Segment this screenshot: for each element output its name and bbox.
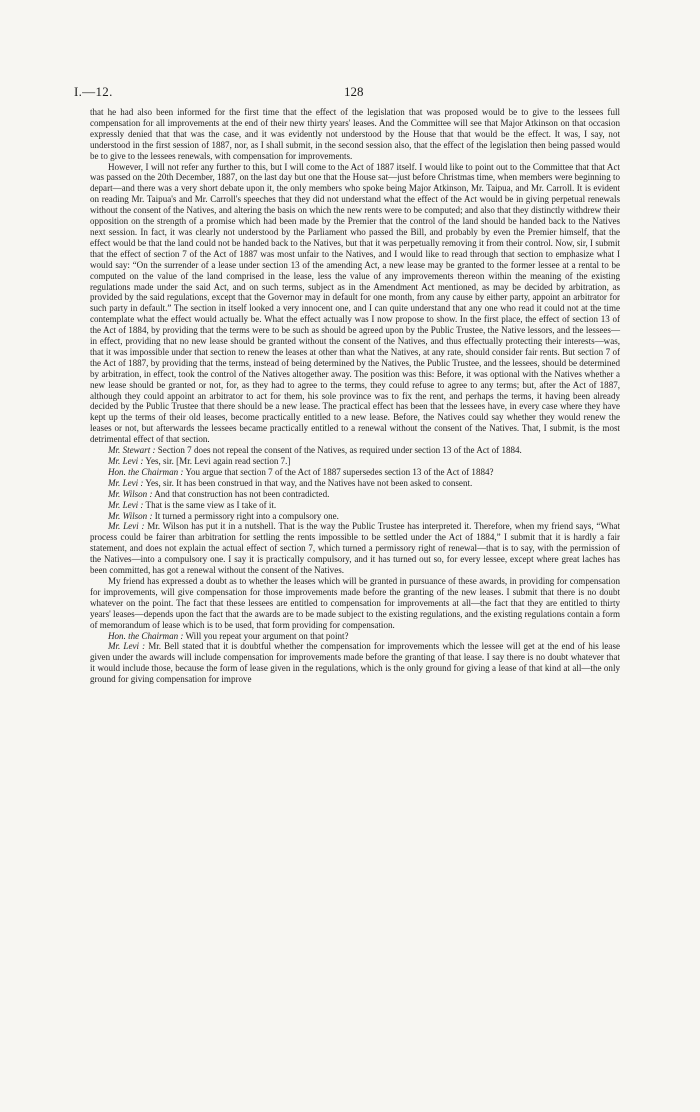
- speaker-name: Hon. the Chairman :: [108, 630, 184, 641]
- speaker-name: Mr. Levi :: [108, 477, 144, 488]
- speech-paragraph: [90, 489, 620, 500]
- paragraph-text: Mr. Bell stated that it is doubtful whether the compensation for improvements which the lessee will get at the end of his lease given under the awards will include compensation for improvements made before the granting of that lease. I say there is no doubt whatever that it would include those, because the form of lease given in the regulations, which is the only ground for giving a lease of that kind at all—the only ground for giving compensation for improve: [90, 641, 620, 685]
- speech-paragraph: [90, 445, 620, 456]
- paragraph-text: It turned a permissory right into a compulsory one.: [154, 510, 339, 521]
- parliamentary-paper-reference: I.—12.: [74, 84, 113, 99]
- paragraph-text: that he had also been informed for the first time that the effect of the legislation that was proposed would be to give to the lessees full compensation for all improvements at the end of their new thirty years' leases. And the Committee will see that Major Atkinson on that occasion expressly denied that that was the case, and it was evidently not understood by the House that that would be the effect. It was, I say, not understood in the first session of 1887, nor, as I shall submit, in the second session also, that the effect of the legislation then being passed would be to give to the lessees renewals, with compensation for improvements.: [90, 107, 620, 161]
- speech-paragraph: [90, 478, 620, 489]
- speaker-name: Hon. the Chairman :: [108, 466, 184, 477]
- document-body: [90, 107, 620, 685]
- speaker-name: Mr. Stewart :: [108, 445, 156, 456]
- speaker-name: Mr. Levi :: [108, 521, 145, 532]
- paragraph: [90, 576, 620, 631]
- speech-paragraph: [90, 521, 620, 576]
- paragraph-text: Yes, sir. [Mr. Levi again read section 7.]: [145, 456, 291, 466]
- paragraph-text: Mr. Wilson has put it in a nutshell. That is the way the Public Trustee has interpreted it. Therefore, when my friend says, “What process could be fairer than arbitration for settling the rents impossible to be settled under the Act of 1884,” I submit that it is hardly a fair statement, and does not explain the actual effect of section 7, which turned a permissory right of renewal—that is to say, with the permission of the Natives—into a compulsory one. I say it is practically compulsory, and it has turned out so, for every lessee, except where great laches has been committed, has got a renewal without the consent of the Natives.: [90, 521, 620, 576]
- paragraph-text: Section 7 does not repeal the consent of the Natives, as required under section 13 of the Act of 1884.: [157, 445, 522, 456]
- speech-paragraph: [90, 511, 620, 522]
- speech-paragraph: [90, 467, 620, 478]
- speech-paragraph: [90, 641, 620, 685]
- speech-paragraph: [90, 631, 620, 642]
- page-number: 128: [344, 84, 364, 99]
- speaker-name: Mr. Levi :: [108, 499, 144, 510]
- speaker-name: Mr. Levi :: [108, 456, 144, 466]
- paragraph-text: That is the same view as I take of it.: [145, 499, 277, 510]
- paragraph-text: Yes, sir. It has been construed in that way, and the Natives have not been asked to consent.: [145, 477, 473, 488]
- speaker-name: Mr. Wilson :: [108, 510, 153, 521]
- speaker-name: Mr. Levi :: [108, 641, 146, 652]
- paragraph: [90, 107, 620, 162]
- paragraph-text: Will you repeat your argument on that point?: [185, 630, 349, 641]
- paragraph-text: And that construction has not been contradicted.: [154, 488, 330, 499]
- paragraph-text: You argue that section 7 of the Act of 1887 supersedes section 13 of the Act of 1884?: [185, 466, 494, 477]
- paragraph: [90, 162, 620, 446]
- speaker-name: Mr. Wilson :: [108, 488, 153, 499]
- paragraph-text: However, I will not refer any further to this, but I will come to the Act of 1887 itself. I would like to point out to the Committee that that Act was passed on the 20th December, 1887, on the last day but one that the House sat—just before Christmas time, when members were beginning to depart—and there was a very short debate upon it, the only members who spoke being Major Atkinson, Mr. Taipua, and Mr. Carroll. It is evident on reading Mr. Taipua's and Mr. Carroll's speeches that they did not understand what the effect of the Act would be in giving perpetual renewals without the consent of the Natives, and altering the basis on which the new rents were to be computed; and also that they distinctly withdrew their opposition on the strength of a promise which had been made by the Premier that the control of the land should be handed back to the Natives next session. In fact, it was clearly not understood by the Parliament who passed the Bill, and probably by even the Premier himself, that the effect would be that the land could not be handed back to the Natives, but that it was perpetually removing it from their control. Now, sir, I submit that the effect of section 7 of the Act of 1887 was most unfair to the Natives, and I would like to read through that section to emphasize what I would say: “On the surrender of a lease under section 13 of the amending Act, a new lease may be granted to the former lessee at a rental to be computed on the value of the land comprised in the lease, less the value of any improvements thereon within the meaning of the existing regulations made under the said Act, and on such terms, subject as in the Amendment Act mentioned, as may be decided by arbitration, as provided by the said regulations, except that the Governor may in default for one month, from any cause by either party, appoint an arbitrator for such party in default.” The section in itself looked a very innocent one, and I can quite understand that any one who read it could not at the time contemplate what the effect would actually be. What the effect actually was I now propose to show. In the first place, the effect of section 13 of the Act of 1884, by providing that the terms were to be such as should be agreed upon by the Public Trustee, the Native lessors, and the lessees—in effect, providing that no new lease should be granted without the consent of the Natives, and thus effectually protecting their interests—was, that it was impossible under that section to renew the leases at other than what the Natives, at any rate, should consider fair rents. But section 7 of the Act of 1887, by providing that the terms, instead of being determined by the Natives, the Public Trustee, and the lessees, should be determined by arbitration, in effect, took the control of the Natives altogether away. The position was this: Before, it was optional with the Natives whether a new lease should be granted or not, for, as they had to agree to the terms, they could refuse to agree to any terms; but, after the Act of 1887, although they could appoint an arbitrator to act for them, his sole province was to fix the rent, and perhaps the terms, it having been already decided by the Public Trustee that there should be a new lease. The practical effect has been that the lessees have, in every case where they have kept up the terms of their old leases, become practically entitled to a new lease. Before, the Natives could say whether they would renew the leases or not, but afterwards the lessees became practically entitled to a renewal without the consent of the Natives. That, I submit, is the most detrimental effect of that section.: [90, 161, 621, 445]
- speech-paragraph: [90, 456, 620, 467]
- paragraph-text: My friend has expressed a doubt as to whether the leases which will be granted in pursuance of these awards, in providing for compensation for improvements, will give compensation for those improvements made before the granting of the new leases. I submit that there is no doubt whatever on the point. The fact that these lessees are entitled to compensation for improvements at all—the fact that they are entitled to thirty years' leases—depends upon the fact that the awards are to be made subject to the existing regulations, and the existing regulations contain a form of memorandum of lease which is to be used, that form providing for compensation.: [90, 575, 620, 630]
- speech-paragraph: [90, 500, 620, 511]
